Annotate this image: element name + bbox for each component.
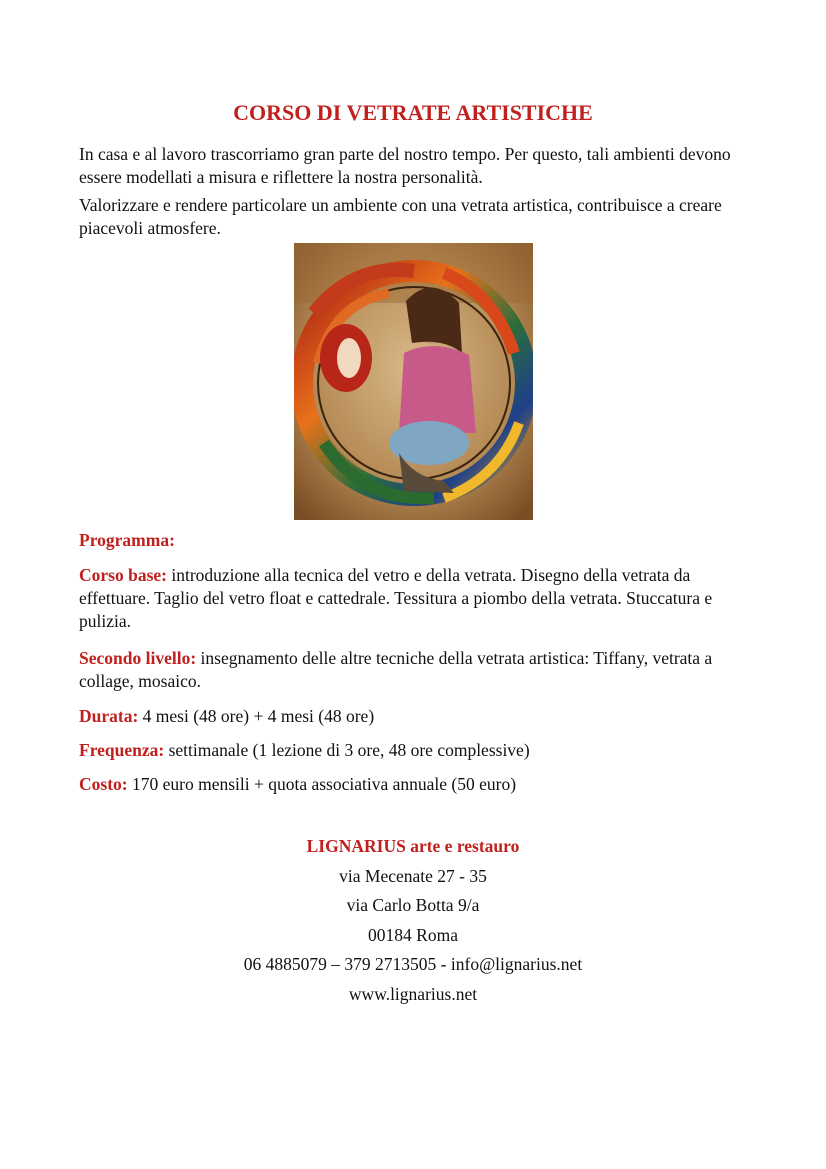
website-line: www.lignarius.net (348, 983, 478, 1004)
organization-name: LIGNARIUS arte e restauro (306, 836, 520, 856)
page-title: CORSO DI VETRATE ARTISTICHE (233, 100, 593, 125)
durata-paragraph (79, 705, 747, 728)
frequenza-paragraph (79, 739, 747, 762)
contact-line: 06 4885079 – 379 2713505 - info@lignarius.net (243, 954, 583, 974)
frequenza-text: settimanale (1 lezione di 3 ore, 48 ore complessive) (164, 740, 530, 760)
stained-glass-photo-image (294, 243, 533, 520)
secondo-livello-label: Secondo livello: (79, 648, 197, 668)
stained-glass-photo (294, 243, 533, 520)
secondo-livello-text: insegnamento delle altre tecniche della vetrata artistica: Tiffany, vetrata a collage, mosaico. (79, 648, 713, 691)
corso-base-paragraph (79, 564, 747, 633)
programma-heading-label: Programma: (79, 530, 175, 550)
costo-text: 170 euro mensili + quota associativa annuale (50 euro) (127, 774, 517, 794)
costo-paragraph (79, 773, 747, 796)
intro-paragraph-2: Valorizzare e rendere particolare un ambiente con una vetrata artistica, contribuisce a creare piacevoli atmosfere. (79, 195, 722, 238)
city-line: 00184 Roma (368, 924, 458, 945)
contact-footer (79, 832, 747, 1009)
secondo-livello-paragraph (79, 647, 747, 693)
programma-heading (79, 529, 175, 552)
costo-label: Costo: (79, 774, 128, 794)
durata-text: 4 mesi (48 ore) + 4 mesi (48 ore) (138, 706, 375, 726)
corso-base-label: Corso base: (79, 565, 167, 585)
durata-label: Durata: (79, 706, 139, 726)
frequenza-label: Frequenza: (79, 740, 165, 760)
address-line-1: via Mecenate 27 - 35 (339, 865, 487, 886)
address-line-2: via Carlo Botta 9/a (346, 895, 480, 915)
corso-base-text: introduzione alla tecnica del vetro e della vetrata. Disegno della vetrata da effettuare. Taglio del vetro float e cattedrale. Tessitura a piombo della vetrata. Stuccatura e pulizia. (79, 565, 713, 631)
intro-paragraph-1: In casa e al lavoro trascorriamo gran parte del nostro tempo. Per questo, tali ambienti devono essere modellati a misura e riflettere la nostra personalità. (79, 144, 731, 187)
